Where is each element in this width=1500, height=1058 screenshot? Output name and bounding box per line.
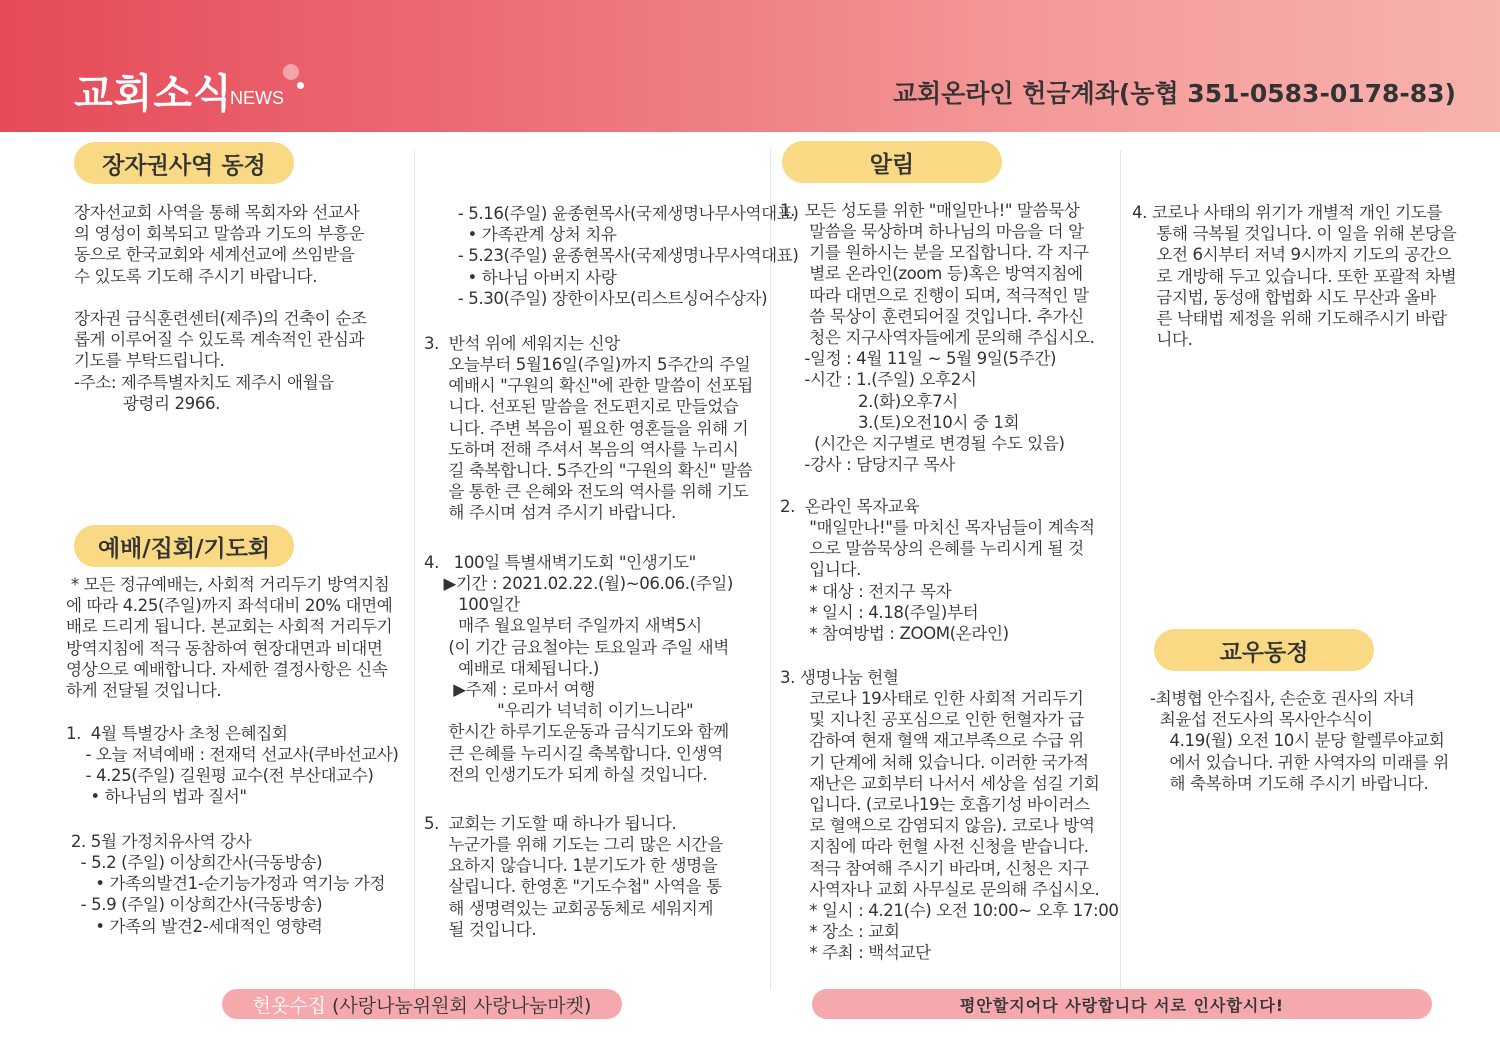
decorative-dot-icon: [283, 64, 299, 80]
decorative-dot-small-icon: [297, 82, 304, 89]
header-title: 교회소식: [74, 71, 233, 117]
item3-text: 오늘부터 5월16일(주일)까지 5주간의 주일 예배시 "구원의 확신"에 관한 말씀이 선포됩 니다. 선포된 말씀을 전도편지로 만들었습 니다. 주변 복음이 필요한 영혼들을 위해 기 도하며 전해 주셔서 복음의 역사를 누리시 길 축복합니다. 5주간의 "구원의 확신" 말씀 을 통한 큰 은혜와 전도의 역사를 위해 기도 해 주시며 섬겨 주시기 바랍니다.: [448, 355, 753, 523]
worship-item1-text: - 오늘 저녁예배 : 전재덕 선교사(쿠바선교사) - 4.25(주일) 길원평 교수(전 부산대교수) • 하나님의 법과 질서": [85, 745, 399, 807]
greeting-banner: [812, 989, 1432, 1019]
item5-title: 5. 교회는 기도할 때 하나가 됩니다.: [424, 814, 677, 833]
worship-item1-title: 1. 4월 특별강사 초청 은혜집회: [66, 724, 288, 743]
notice-item2-text: "매일만나!"를 마치신 목자님들이 계속적 으로 말씀묵상의 은혜를 누리시게 될 것 입니다. * 대상 : 전지구 목자 * 일시 : 4.18(주일)부터 * 참여방법 : ZOOM(온라인): [809, 518, 1095, 644]
clothes-collection-banner: [222, 989, 622, 1019]
item4-text: ▶기간 : 2021.02.22.(월)~06.06.(주일) 100일간 매주 월요일부터 주일까지 새벽5시 (이 기간 금요철야는 토요일과 주일 새벽 예배로 대체됩니다.) ▶주제 : 로마서 여행 "우리가 넉넉히 이기느니라" 한시간 하루기도운동과 금식기도와 함께 큰 은혜를 누리시길 축복합니다. 인생역 전의 인생기도가 되게 하실 것입니다.: [443, 574, 734, 784]
worship-text: * 모든 정규예배는, 사회적 거리두기 방역지침 에 따라 4.25(주일)까지 좌석대비 20% 대면예 배로 드리게 됩니다. 본교회는 사회적 거리두기 방역지침에 적극 동참하여 현장대면과 비대면 영상으로 예배합니다. 자세한 결정사항은 신속 하게 전달될 것입니다.: [66, 575, 393, 701]
item4-title: 4. 100일 특별새벽기도회 "인생기도": [424, 553, 696, 572]
page-header: [0, 0, 1500, 132]
item3-title: 3. 반석 위에 세워지는 신앙: [424, 334, 620, 353]
worship-item2-title: 2. 5월 가정치유사역 강사: [66, 832, 252, 851]
jangja-text: 장자선교회 사역을 통해 목회자와 선교사 의 영성이 회복되고 말씀과 기도의 부흥운 동으로 한국교회와 세계선교에 쓰임받을 수 있도록 기도해 주시기 바랍니다. 장자권 금식훈련센터(제주)의 건축이 순조 롭게 이루어질 수 있도록 계속적인 관심과 기도를 부탁드립니다. -주소: 제주특별자치도 제주시 애월읍 광령리 2966.: [74, 203, 367, 413]
column-divider: [414, 150, 415, 990]
section-title-jangja: 장자권사역 동정: [74, 142, 294, 184]
schedule-text: - 5.16(주일) 윤종현목사(국제생명나무사역대표) • 가족관계 상처 치유 - 5.23(주일) 윤종현목사(국제생명나무사역대표) • 하나님 아버지 사랑 - 5.30(주일) 장한이사모(리스트싱어수상자): [457, 204, 799, 308]
members-text: -최병협 안수집사, 손순호 권사의 자녀 최윤섭 전도사의 목사안수식이 4.19(월) 오전 10시 분당 할렐루야교회 에서 있습니다. 귀한 사역자의 미래를 위 해 축복하며 기도해 주시기 바랍니다.: [1150, 689, 1449, 793]
notice-item1-title: 1. 모든 성도를 위한 "매일만나!" 말씀묵상: [780, 201, 1080, 220]
worship-item2-text: - 5.2 (주일) 이상희간사(극동방송) • 가족의발견1-순기능가정과 역기능 가정 - 5.9 (주일) 이상희간사(극동방송) • 가족의 발견2-세대적인 영향력: [80, 853, 386, 936]
offering-account: 교회온라인 헌금계좌(농협 351-0583-0178-83): [892, 79, 1456, 108]
item5-text: 누군가를 위해 기도는 그리 많은 시간을 요하지 않습니다. 1분기도가 한 생명을 살립니다. 한영혼 "기도수첩" 사역을 통 해 생명력있는 교회공동체로 세워지게 될 것입니다.: [448, 835, 723, 939]
header-news-label: NEWS: [230, 88, 284, 108]
notice-item3-title: 3. 생명나눔 헌혈: [780, 668, 899, 687]
clothes-collection-text: (사랑나눔위원회 사랑나눔마켓): [331, 994, 592, 1017]
notice-item1-text: 말씀을 묵상하며 하나님의 마음을 더 알 기를 원하시는 분을 모집합니다. 각 지구 별로 온라인(zoom 등)혹은 방역지침에 따라 대면으로 진행이 되며, 적극적인 말 씀 묵상이 훈련되어질 것입니다. 추가신 청은 지구사역자들에게 문의해 주십시오. -일정 : 4월 11일 ~ 5월 9일(5주간) -시간 : 1.(주일) 오후2시 2.(화)오후7시 3.(토)오전10시 중 1회 (시간은 지구별로 변경될 수도 있음) -강사 : 담당지구 목사: [804, 222, 1095, 475]
column-divider: [1120, 150, 1121, 990]
section-title-members: 교우동정: [1154, 629, 1374, 671]
notice-item2-title: 2. 온라인 목자교육: [780, 497, 920, 516]
greeting-text: 평안할지어다 사랑합니다 서로 인사합시다!: [959, 995, 1285, 1015]
notice-item4-text: 4. 코로나 사태의 위기가 개별적 개인 기도를 통해 극복될 것입니다. 이 일을 위해 본당을 오전 6시부터 저녁 9시까지 기도의 공간으 로 개방해 두고 있습니다. 또한 포괄적 차별 금지법, 동성애 합법화 시도 무산과 올바 른 낙태법 제정을 위해 기도해주시기 바랍 니다.: [1132, 203, 1457, 350]
section-title-worship: 예배/집회/기도회: [74, 525, 294, 567]
notice-item3-text: 코로나 19사태로 인한 사회적 거리두기 및 지나친 공포심으로 인한 헌혈자가 급 감하여 현재 혈액 재고부족으로 수급 위 기 단계에 처해 있습니다. 이러한 국가적 재난은 교회부터 나서서 세상을 섬길 기회 입니다. (코로나19는 호흡기성 바이러스 로 혈액으로 감염되지 않음). 코로나 방역 지침에 따라 헌혈 사전 신청을 받습니다. 적극 참여해 주시기 바라며, 신청은 지구 사역자나 교회 사무실로 문의해 주십시오. * 일시 : 4.21(수) 오전 10:00~ 오후 17:00 * 장소 : 교회 * 주최 : 백석교단: [809, 689, 1119, 963]
section-title-notice: 알림: [782, 141, 1002, 183]
clothes-collection-label: 헌옷수집: [252, 994, 326, 1017]
